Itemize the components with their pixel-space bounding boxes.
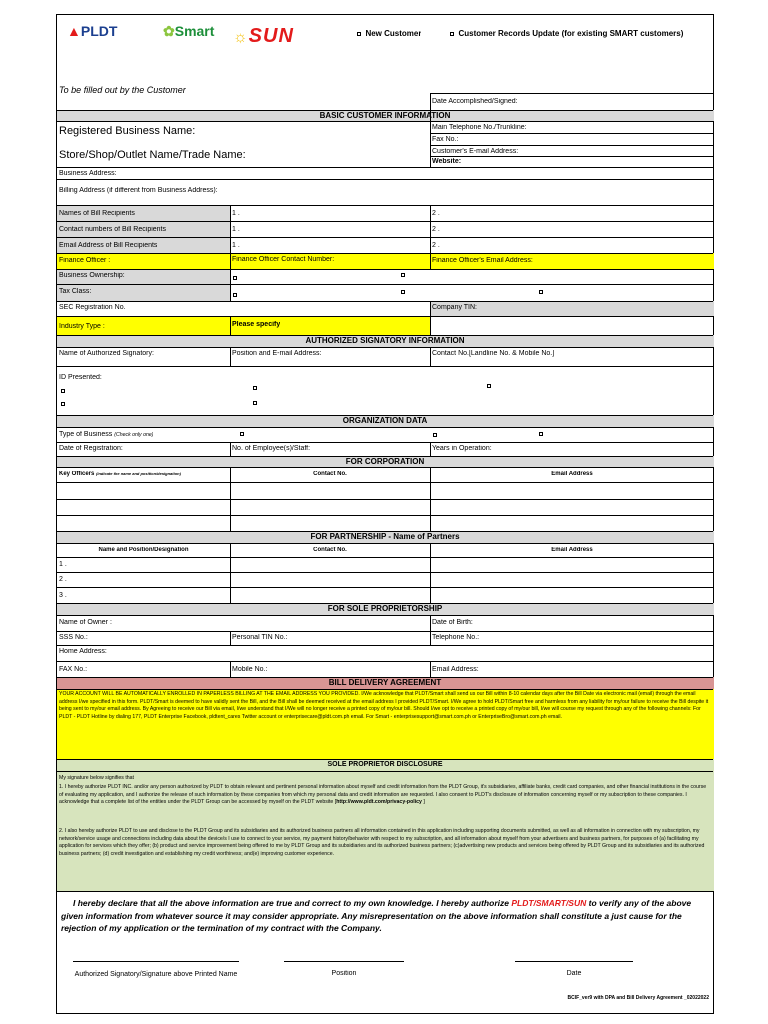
smart-logo-text: Smart xyxy=(174,23,215,39)
sole-fax-label: FAX No.: xyxy=(59,666,88,673)
owner-name-label: Name of Owner : xyxy=(59,619,112,626)
business-type-checkbox-1[interactable] xyxy=(240,432,244,436)
authorized-name-label: Name of Authorized Signatory: xyxy=(59,350,154,357)
sss-label: SSS No.: xyxy=(59,634,88,641)
id-checkbox-4[interactable] xyxy=(61,402,65,406)
customer-information-form xyxy=(56,14,714,1014)
partner-row-3: 3 . xyxy=(59,592,67,599)
bill-contacts-2: 2 . xyxy=(432,226,440,233)
bill-delivery-text: YOUR ACCOUNT WILL BE AUTOMATICALLY ENROLLED IN PAPERLESS BILLING AT THE EMAIL ADDRESS YOU PROVIDED. I/We acknowledge that PLDT/Smart shall send us our Bill within 8-10 calendar days after the Bill Date via electronic mail (email) through the email address I/we specified in this form. PLDT/Smart is deemed to have validly sent the Bill, and the Bill shall be deemed received at the email address I provided PLDT/Smart. I/We agree to hold PLDT/Smart free and harmless from any liability for my/our failure to receive the Bill despite it being sent to my/our email address. By Agreeing to receive our Bill via email, I/we understand that I/We will no longer receive a printed copy of my/our bill. Should I/we opt to receive a printed copy of my/our bill, I/we will course my request through any of the following channels: For PLDT - PLDT Hotline by dialing 177, PLDT Enterprise Facebook, pldtent_cares Twitter account or enterprisecare@pldt.com.ph email. For Smart - enterprisesupport@smart.com.ph or EnterpriseBro@smart.com.ph email. xyxy=(59,691,709,720)
company-tin-label: Company TIN: xyxy=(432,304,477,311)
org-data-title: ORGANIZATION DATA xyxy=(342,416,428,425)
partnership-title: FOR PARTNERSHIP - Name of Partners xyxy=(310,532,460,541)
mobile-label: Mobile No.: xyxy=(232,666,268,673)
fill-finance-row xyxy=(57,253,714,269)
form-version-code: BCIF_ver9 with DPA and Bill Delivery Agreement _02022022 xyxy=(567,995,709,1001)
records-update-checkbox[interactable] xyxy=(450,32,454,36)
business-type-text: Type of Business xyxy=(59,431,113,438)
finance-email-label: Finance Officer's Email Address: xyxy=(432,257,533,264)
sole-email-label: Email Address: xyxy=(432,666,479,673)
id-checkbox-2[interactable] xyxy=(253,386,257,390)
bill-recipient-contacts-label: Contact numbers of Bill Recipients xyxy=(59,226,166,233)
disclosure-p1-end: ] xyxy=(421,799,425,806)
basic-info-title: BASIC CUSTOMER INFORMATION xyxy=(319,111,451,120)
records-update-label: Customer Records Update (for existing SMART customers) xyxy=(458,29,684,38)
disclosure-p1-text: 1. I hereby authorize PLDT INC. and/or any person authorized by PLDT to obtain relevant and pertinent personal information about myself and credit information from the PLDT Group, it's subsidiaries, affiliate banks, credit card companies, and other financial institutions in the course of evaluating my application, and I authorize the release of such information by these companies from which my personal data and credit information are requested. I also consent to PLDT's disclosure of information concerning myself or my subscription to these companies. I acknowledge that a complete list of the entities under the PLDT Group can be accessed by myself on the PLDT website [ xyxy=(59,784,707,806)
sole-proprietorship-title: FOR SOLE PROPRIETORSHIP xyxy=(327,604,443,613)
website-label: Website: xyxy=(432,158,462,165)
bill-recipient-names-label: Names of Bill Recipients xyxy=(59,210,135,217)
records-update-option[interactable] xyxy=(450,29,683,38)
years-operation-label: Years in Operation: xyxy=(432,445,492,452)
signatory-line[interactable] xyxy=(73,961,239,962)
business-type-checkbox-2[interactable] xyxy=(433,433,437,437)
telephone-label: Telephone No.: xyxy=(432,634,480,641)
business-type-checkbox-3[interactable] xyxy=(539,432,543,436)
billing-address-label: Billing Address (if different from Business Address): xyxy=(59,187,218,194)
new-customer-label: New Customer xyxy=(365,29,422,38)
bill-emails-2: 2 . xyxy=(432,242,440,249)
sec-registration-label: SEC Registration No. xyxy=(59,304,126,311)
pldt-logo-text: PLDT xyxy=(80,23,118,39)
disclosure-intro: My signature below signifies that xyxy=(59,775,134,781)
please-specify-label: Please specify xyxy=(232,321,281,328)
partner-row-2: 2 . xyxy=(59,576,67,583)
main-telephone-label: Main Telephone No./Trunkline: xyxy=(432,124,527,131)
bill-names-1: 1 . xyxy=(232,210,240,217)
corp-contact-header: Contact No. xyxy=(313,471,347,477)
authorized-contact-label: Contact No.[Landline No. & Mobile No.] xyxy=(432,350,555,357)
bill-delivery-title: BILL DELIVERY AGREEMENT xyxy=(328,678,442,687)
authorized-title: AUTHORIZED SIGNATORY INFORMATION xyxy=(305,336,465,345)
tax-class-checkbox-1[interactable] xyxy=(233,293,237,297)
corp-email-header: Email Address xyxy=(551,471,593,477)
birth-date-label: Date of Birth: xyxy=(432,619,473,626)
disclosure-paragraph-1 xyxy=(59,784,711,823)
key-officers-text: Key Officers xyxy=(59,471,95,477)
id-checkbox-1[interactable] xyxy=(61,389,65,393)
partner-email-header: Email Address xyxy=(551,547,593,553)
tax-class-checkbox-3[interactable] xyxy=(539,290,543,294)
pldt-logo: ▲PLDT xyxy=(67,23,118,39)
declaration-after: to verify any of the above given information from whatever source it may consider appropriate. Any misrepresentation on the above information shall constitute a just cause for the rejection of my application or the termination of my contract with the Company. xyxy=(61,898,692,933)
finance-officer-label: Finance Officer : xyxy=(59,257,111,264)
registration-date-label: Date of Registration: xyxy=(59,445,123,452)
date-accomplished-label: Date Accomplished/Signed: xyxy=(432,98,518,105)
sun-logo-text: SUN xyxy=(248,25,294,47)
authorized-position-label: Position and E-mail Address: xyxy=(232,350,322,357)
bill-emails-1: 1 . xyxy=(232,242,240,249)
store-name-label: Store/Shop/Outlet Name/Trade Name: xyxy=(59,149,246,161)
date-label: Date xyxy=(566,970,582,977)
id-checkbox-5[interactable] xyxy=(253,401,257,405)
tax-class-checkbox-2[interactable] xyxy=(401,290,405,294)
tax-class-label: Tax Class: xyxy=(59,288,92,295)
date-line[interactable] xyxy=(515,961,633,962)
signatory-label: Authorized Signatory/Signature above Printed Name xyxy=(74,971,238,978)
ownership-checkbox-1[interactable] xyxy=(233,276,237,280)
partner-row-1: 1 . xyxy=(59,561,67,568)
business-address-label: Business Address: xyxy=(59,170,117,177)
disclosure-paragraph-2: 2. I also hereby authorize PLDT to use and disclose to the PLDT Group and its subsidiaries and its authorized business partners all information contained in this application including supporting documents submitted, as well as all information in connection with my subscription, my network/service usage and connections including data about the device/s I use to connect to your service, my payment history/behavior with respect to my subscription, and all information about myself from your advertisers and business partners, for purposes of (a) facilitating my application for services which they offer; (b) product and service improvement being offered to me by PLDT Group and its subsidiaries and its authorized business partners; (c)advertising new products and services being offered by PLDT Group and its subsidiaries and its authorized business partners; (d) credit investigation and establishing my credit worthiness; and(e) improving customer experience. xyxy=(59,828,705,857)
partner-name-header: Name and Position/Designation xyxy=(98,547,189,553)
id-presented-label: ID Presented: xyxy=(59,374,102,381)
fax-label: Fax No.: xyxy=(432,136,459,143)
bill-contacts-1: 1 . xyxy=(232,226,240,233)
bill-names-2: 2 . xyxy=(432,210,440,217)
position-line[interactable] xyxy=(284,961,404,962)
business-ownership-label: Business Ownership: xyxy=(59,272,125,279)
home-address-label: Home Address: xyxy=(59,648,107,655)
business-type-note: (Check only one) xyxy=(114,432,154,438)
registered-name-label: Registered Business Name: xyxy=(59,125,196,137)
corporation-title: FOR CORPORATION xyxy=(345,457,425,466)
partner-contact-header: Contact No. xyxy=(313,547,347,553)
employees-label: No. of Employee(s)/Staff: xyxy=(232,445,311,452)
privacy-policy-link[interactable]: http://www.pldt.com/privacy-policy xyxy=(336,799,422,806)
ownership-checkbox-2[interactable] xyxy=(401,273,405,277)
industry-type-label: Industry Type : xyxy=(59,323,105,330)
new-customer-checkbox[interactable] xyxy=(357,32,361,36)
key-officers-header xyxy=(59,471,181,477)
declaration-companies: PLDT/SMART/SUN xyxy=(511,898,587,908)
declaration-text xyxy=(61,897,707,935)
position-label: Position xyxy=(331,970,357,977)
finance-contact-label: Finance Officer Contact Number: xyxy=(232,256,335,263)
intro-text: To be filled out by the Customer xyxy=(59,85,186,95)
new-customer-option[interactable] xyxy=(357,29,421,38)
id-checkbox-3[interactable] xyxy=(487,384,491,388)
business-type-label xyxy=(59,431,153,438)
customer-email-label: Customer's E-mail Address: xyxy=(432,148,519,155)
bill-recipient-emails-label: Email Address of Bill Recipients xyxy=(59,242,158,249)
smart-logo: ✿Smart xyxy=(163,23,215,39)
sun-logo: ☼SUN xyxy=(233,25,294,47)
declaration-before: I hereby declare that all the above information are true and correct to my own knowledge. I hereby authorize xyxy=(73,898,512,908)
key-officers-note: (indicate the name and position/designation) xyxy=(96,471,181,476)
disclosure-title: SOLE PROPRIETOR DISCLOSURE xyxy=(327,761,443,768)
personal-tin-label: Personal TIN No.: xyxy=(232,634,288,641)
